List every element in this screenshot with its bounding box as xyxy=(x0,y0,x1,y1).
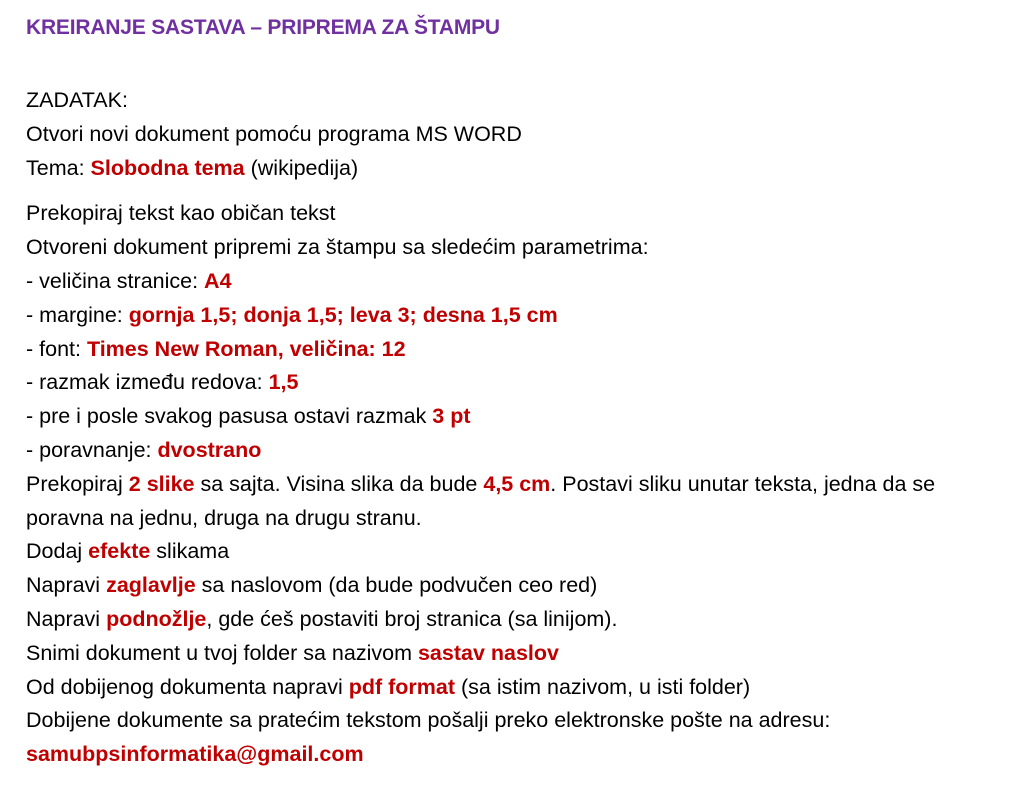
task-line xyxy=(26,152,1011,186)
instruction-line xyxy=(26,671,1011,705)
instruction-line xyxy=(26,366,1011,400)
highlighted-text: 4,5 cm xyxy=(483,471,551,496)
highlighted-text: samubpsinformatika@gmail.com xyxy=(26,742,364,767)
text-segment: - veličina stranice: xyxy=(26,268,205,293)
highlighted-text: dvostrano xyxy=(157,437,262,462)
text-segment: - font: xyxy=(26,336,87,361)
text-segment: ZADATAK: xyxy=(26,88,128,112)
instruction-line xyxy=(26,603,1011,637)
highlighted-text: pdf format xyxy=(348,674,456,699)
text-segment: sa naslovom (da bude podvučen ceo red) xyxy=(195,573,598,598)
instruction-line xyxy=(26,535,1011,569)
text-segment: Prekopiraj tekst kao običan tekst xyxy=(26,201,336,226)
instruction-line xyxy=(26,231,1011,265)
text-segment: , gde ćeš postaviti broj stranica (sa linijom). xyxy=(206,606,618,631)
spacer xyxy=(26,44,1011,84)
text-segment: Dodaj xyxy=(26,539,89,564)
text-segment: Tema: xyxy=(26,155,91,180)
highlighted-text: Times New Roman, veličina: 12 xyxy=(86,336,406,361)
highlighted-text: 1,5 xyxy=(268,370,299,395)
text-segment: Dobijene dokumente sa pratećim tekstom pošalji preko elektronske pošte na adresu: xyxy=(26,708,831,733)
instruction-line xyxy=(26,265,1011,299)
text-segment: - pre i posle svakog pasusa ostavi razmak xyxy=(26,404,433,429)
highlighted-text: A4 xyxy=(204,268,232,293)
text-segment: (wikipedija) xyxy=(244,155,359,180)
text-segment: Prekopiraj xyxy=(26,471,129,496)
highlighted-text: zaglavlje xyxy=(106,573,196,598)
instruction-line xyxy=(26,299,1011,333)
text-segment: Napravi xyxy=(26,606,107,631)
text-segment: Otvori novi dokument pomoću programa MS WORD xyxy=(26,121,522,146)
instruction-line xyxy=(26,400,1011,434)
instruction-line xyxy=(26,569,1011,603)
text-segment: Od dobijenog dokumenta napravi xyxy=(26,674,349,699)
spacer xyxy=(26,185,1011,197)
instruction-line xyxy=(26,704,1011,738)
task-line xyxy=(26,84,1011,118)
text-segment: - razmak između redova: xyxy=(26,370,269,395)
text-segment: . Postavi sliku unutar teksta, jedna da se poravna na jednu, druga na drugu stranu. xyxy=(26,471,936,530)
document-title: KREIRANJE SASTAVA – PRIPREMA ZA ŠTAMPU xyxy=(26,16,500,39)
text-segment: - margine: xyxy=(26,302,129,327)
highlighted-text: podnožlje xyxy=(106,606,207,631)
text-segment: sa sajta. Visina slika da bude xyxy=(194,471,484,496)
text-segment: Otvoreni dokument pripremi za štampu sa sledećim parametrima: xyxy=(26,235,649,260)
instructions-list xyxy=(26,197,1011,772)
highlighted-text: efekte xyxy=(88,539,151,564)
instruction-line xyxy=(26,637,1011,671)
highlighted-text: gornja 1,5; donja 1,5; leva 3; desna 1,5 cm xyxy=(128,302,558,327)
text-segment: Napravi xyxy=(26,573,107,598)
instruction-line xyxy=(26,434,1011,468)
highlighted-text: 2 slike xyxy=(128,471,195,496)
instruction-line xyxy=(26,468,1011,536)
instruction-line xyxy=(26,333,1011,367)
text-segment: Snimi dokument u tvoj folder sa nazivom xyxy=(26,640,418,665)
highlighted-text: 3 pt xyxy=(432,404,471,429)
text-segment: - poravnanje: xyxy=(26,437,158,462)
highlighted-text: Slobodna tema xyxy=(90,155,245,180)
instruction-line xyxy=(26,738,1011,772)
task-line xyxy=(26,118,1011,152)
task-block xyxy=(26,84,1011,185)
instruction-line xyxy=(26,197,1011,231)
highlighted-text: sastav naslov xyxy=(417,640,559,665)
text-segment: slikama xyxy=(150,539,230,564)
document-page xyxy=(26,12,1011,772)
text-segment: (sa istim nazivom, u isti folder) xyxy=(455,674,751,699)
